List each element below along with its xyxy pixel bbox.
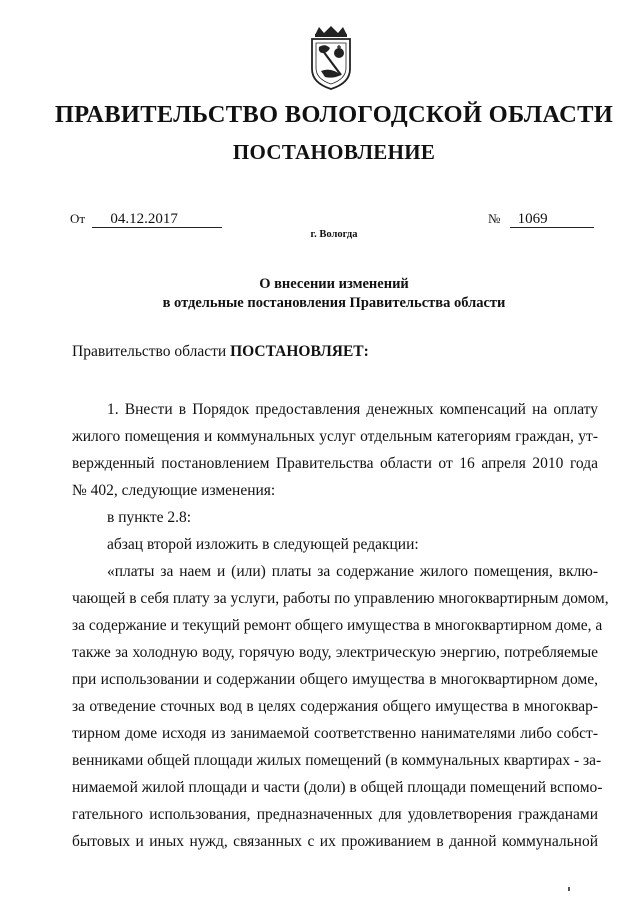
city-label: г. Вологда [310, 229, 358, 240]
document-type-heading: ПОСТАНОВЛЕНИЕ [232, 140, 436, 164]
body-line: за отведение сточных вод в целях содержания общего имущества в многоквар- [72, 698, 598, 715]
body-line: тирном доме исходя из занимаемой соответственно нанимателями либо собст- [72, 725, 598, 742]
body-line: за содержание и текущий ремонт общего имущества в многоквартирном доме, а [72, 617, 603, 634]
scan-mark [568, 887, 570, 891]
preamble [72, 343, 369, 361]
date-value: 04.12.2017 [92, 212, 222, 228]
subject-line-2: в отдельные постановления Правительства области [162, 295, 506, 311]
body-line: вержденный постановлением Правительства области от 16 апреля 2010 года [72, 455, 598, 472]
number-value: 1069 [510, 212, 594, 228]
shield-icon [303, 25, 359, 91]
document-subject [0, 275, 640, 313]
body-line: гательного использования, предназначенных для удовлетворения гражданами [72, 806, 598, 823]
body-line: также за холодную воду, горячую воду, электрическую энергию, потребляемые [72, 644, 598, 661]
preamble-text: Правительство области [72, 343, 227, 360]
body-line: нимаемой жилой площади и части (доли) в общей площади помещений вспомо- [72, 779, 603, 796]
date-field [70, 211, 222, 228]
body-line: бытовых и иных нужд, связанных с их проживанием в данной коммунальной [72, 833, 598, 850]
body-line: венниками общей площади жилых помещений (в коммунальных квартирах - за- [72, 752, 602, 769]
body-line: «платы за наем и (или) платы за содержание жилого помещения, вклю- [107, 563, 598, 580]
body-line: в пункте 2.8: [107, 509, 192, 526]
body-line: при использовании и содержании общего имущества в многоквартирном доме, [72, 671, 598, 688]
preamble-bold: ПОСТАНОВЛЯЕТ: [230, 343, 369, 360]
body-line: № 402, следующие изменения: [72, 482, 276, 499]
document-number-field [488, 211, 594, 228]
body-line: чающей в себя плату за услуги, работы по управлению многоквартирным домом, [72, 590, 609, 607]
coat-of-arms-emblem [303, 25, 359, 91]
number-label: № [488, 211, 501, 226]
body-line: абзац второй изложить в следующей редакции: [107, 536, 419, 553]
subject-line-1: О внесении изменений [259, 276, 409, 292]
body-line: жилого помещения и коммунальных услуг отдельным категориям граждан, ут- [72, 428, 598, 445]
date-label: От [70, 211, 86, 226]
body-line: 1. Внести в Порядок предоставления денежных компенсаций на оплату [107, 401, 598, 418]
organization-title: ПРАВИТЕЛЬСТВО ВОЛОГОДСКОЙ ОБЛАСТИ [54, 101, 614, 128]
body-text [72, 396, 609, 855]
